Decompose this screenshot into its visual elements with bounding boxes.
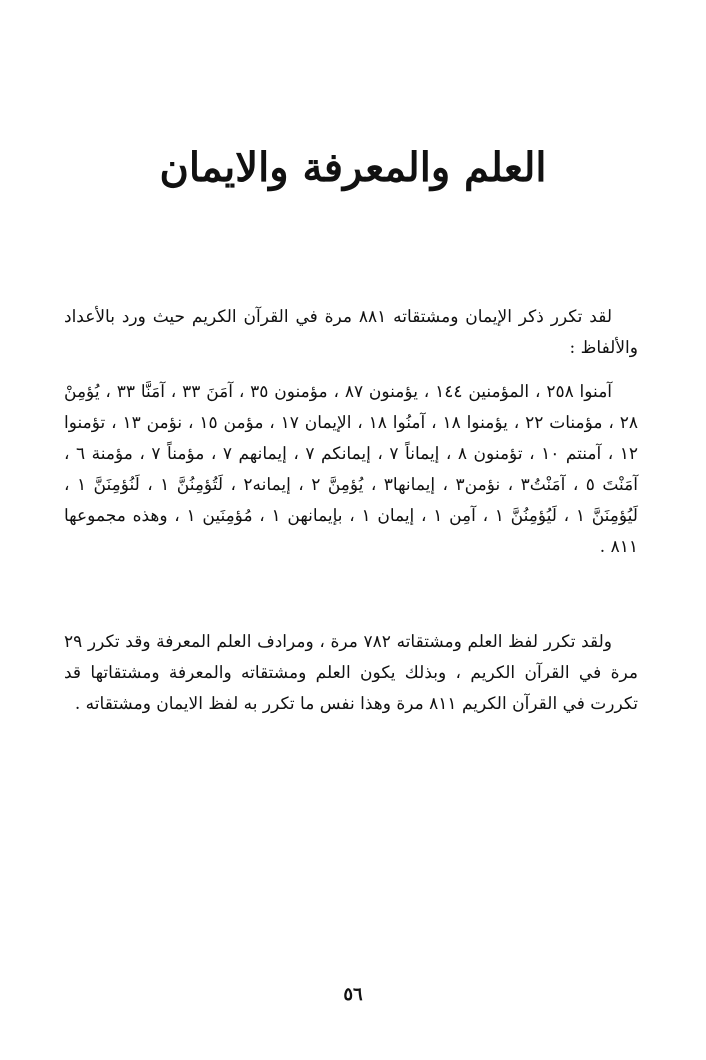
conclusion-paragraph: ولقد تكرر لفظ العلم ومشتقاته ٧٨٢ مرة ، ومرادف العلم المعرفة وقد تكرر ٢٩ مرة في القرآن الكريم ، وبذلك يكون العلم ومشتقاته والمعرفة ومشتقاتها قد تكررت في القرآن الكريم ٨١١ مرة وهذا نفس ما تكرر به لفظ الايمان ومشتقاته . xyxy=(64,632,638,714)
page-title: العلم والمعرفة والايمان xyxy=(159,144,547,191)
intro-paragraph: لقد تكرر ذكر الإيمان ومشتقاته ٨٨١ مرة في القرآن الكريم حيث ورد بالأعداد والألفاظ : xyxy=(64,307,638,358)
word-counts-paragraph: آمنوا ٢٥٨ ، المؤمنين ١٤٤ ، يؤمنون ٨٧ ، مؤمنون ٣٥ ، آمَنَ ٣٣ ، آمَنَّا ٣٣ ، يُؤمِنْ ٢٨ ، مؤمنات ٢٢ ، يؤمنوا ١٨ ، آمنُوا ١٨ ، الإيمان ١٧ ، مؤمن ١٥ ، نؤمن ١٣ ، تؤمنوا ١٢ ، آمنتم ١٠ ، تؤمنون ٨ ، إيماناً ٧ ، إيمانكم ٧ ، إيمانهم ٧ ، مؤمناً ٧ ، مؤمنة ٦ ، آمَنْتَ ٥ ، آمَنْتُ٣ ، نؤمن٣ ، إيمانها٣ ، يُؤمِنَّ ٢ ، إيمانه٢ ، لَتُؤمِنُنَّ ١ ، لَنُؤمِنَنَّ ١ ، لَيُؤمِنَنَّ ١ ، لَيُؤمِنُنَّ ١ ، آمِن ١ ، إيمان ١ ، بإيمانهن ١ ، مُؤمِنَين ١ ، وهذه مجموعها ٨١١ . xyxy=(64,382,639,557)
page-number: ٥٦ xyxy=(343,984,363,1005)
